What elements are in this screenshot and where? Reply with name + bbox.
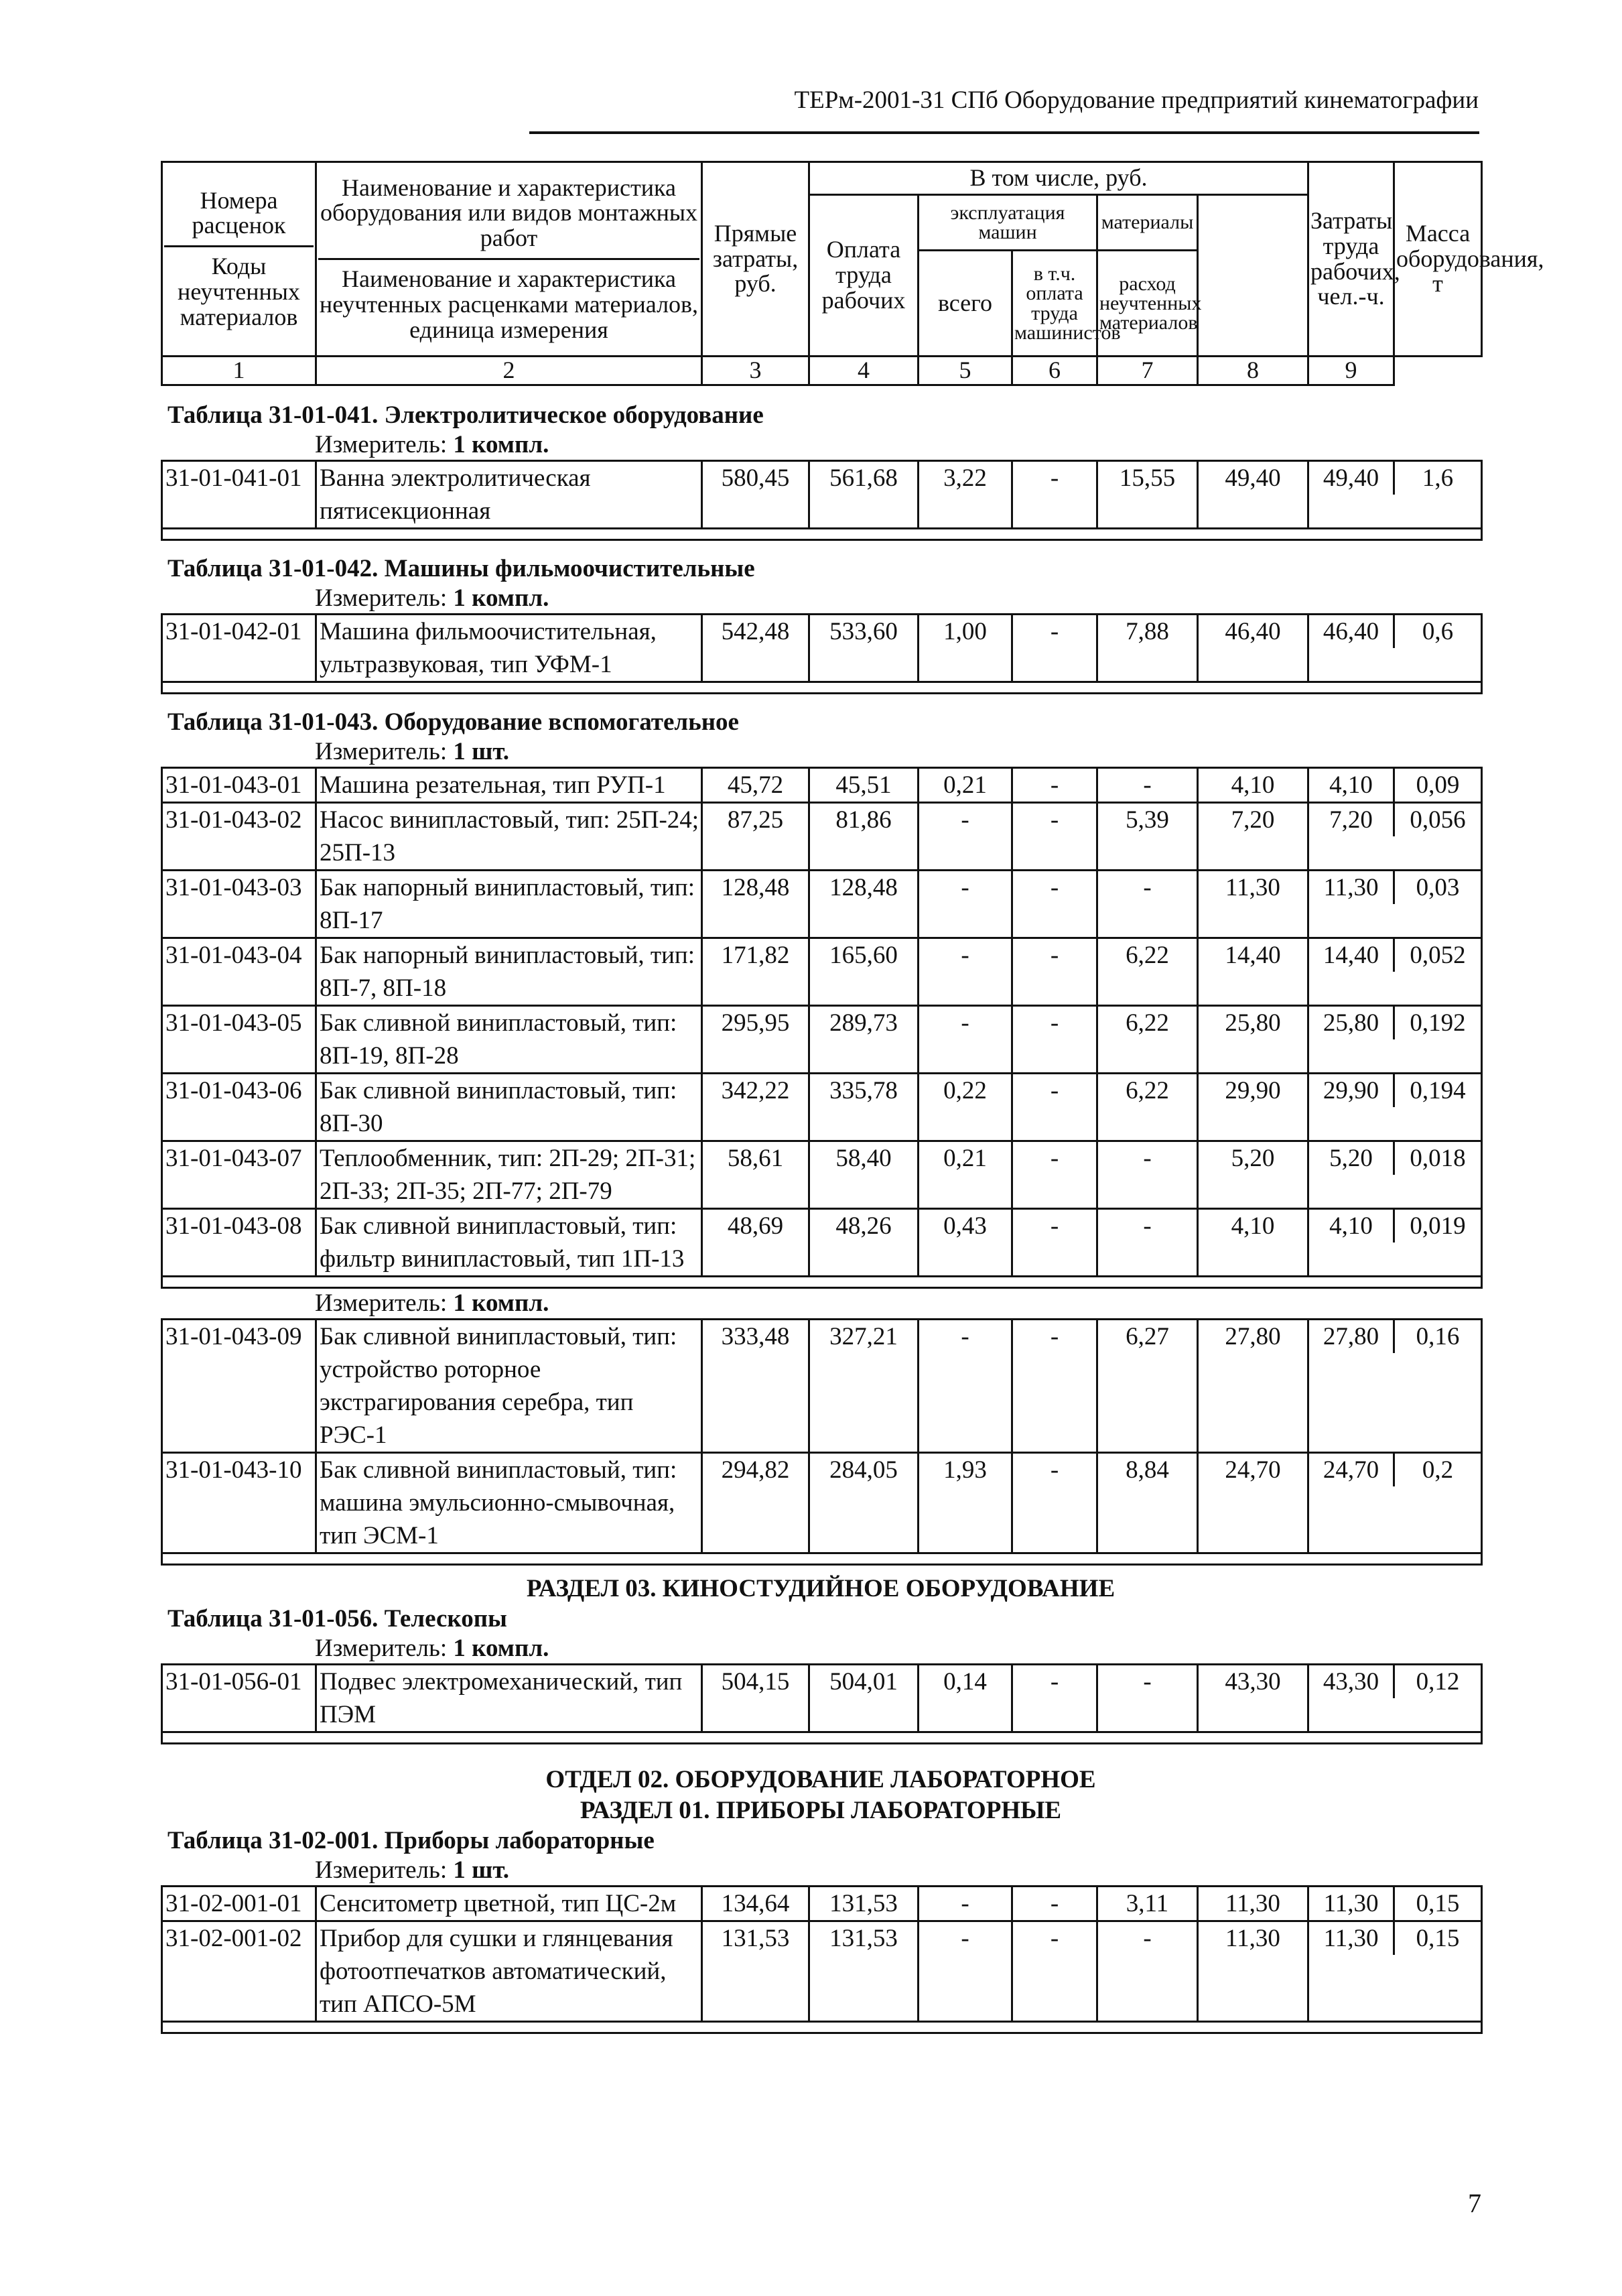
- rate-value: 5,39: [1097, 803, 1198, 871]
- equipment-mass: 0,09: [1416, 771, 1460, 799]
- col-number: 7: [1097, 357, 1198, 385]
- col-2-top: Наименование и характеристика оборудования или видов монтажных работ: [318, 176, 699, 260]
- col-number: 8: [1198, 357, 1308, 385]
- table-caption: Таблица 31-01-041. Электролитическое оборудование: [167, 401, 764, 429]
- equipment-mass: 0,15: [1416, 1890, 1460, 1917]
- labor-hours: 11,30: [1309, 1887, 1395, 1920]
- rate-value: -: [919, 871, 1012, 938]
- measure-label: Измеритель:: [315, 584, 448, 612]
- labor-hours: 27,80: [1309, 1320, 1395, 1353]
- rate-value: -: [1097, 1209, 1198, 1277]
- rate-value: 561,68: [809, 461, 919, 529]
- rate-description: Машина резательная, тип РУП-1: [316, 768, 702, 803]
- rate-value: -: [1097, 871, 1198, 938]
- labor-hours: 43,30: [1309, 1665, 1395, 1698]
- spacer-cell: [162, 682, 1482, 694]
- labor-hours: 46,40: [1309, 615, 1395, 648]
- document-body: [161, 387, 1481, 2034]
- equipment-mass: 0,018: [1410, 1145, 1466, 1172]
- measure-value: 1 компл.: [453, 431, 549, 458]
- labor-mass-pair: [1309, 1922, 1481, 1955]
- table-row-spacer: [162, 1553, 1482, 1565]
- rate-value: [1308, 1209, 1482, 1277]
- rate-value: -: [1097, 1665, 1198, 1732]
- rate-value: 4,10: [1198, 1209, 1308, 1277]
- rate-value: 327,21: [809, 1320, 919, 1453]
- rate-value: 0,21: [919, 768, 1012, 803]
- rate-code: 31-01-043-02: [162, 803, 316, 871]
- labor-mass-pair: [1309, 615, 1481, 648]
- measure-label: Измеритель:: [315, 1289, 448, 1317]
- measure-value: 1 компл.: [453, 1635, 549, 1662]
- rate-value: 7,20: [1198, 803, 1308, 871]
- rate-code: 31-01-043-06: [162, 1074, 316, 1141]
- rate-value: 5,20: [1198, 1141, 1308, 1209]
- col-2-header: [316, 162, 702, 357]
- rate-value: -: [1012, 768, 1097, 803]
- labor-mass-pair: [1309, 804, 1481, 836]
- rate-value: -: [1012, 461, 1097, 529]
- column-header-table: [161, 161, 1544, 386]
- rate-value: 6,27: [1097, 1320, 1198, 1453]
- measure-label: Измеритель:: [315, 738, 448, 765]
- table-row-spacer: [162, 529, 1482, 540]
- rate-description: Бак напорный винипластовый, тип: 8П-7, 8П-18: [316, 938, 702, 1006]
- rate-value: 7,88: [1097, 615, 1198, 682]
- table-row: [162, 1921, 1482, 2022]
- labor-hours: 49,40: [1309, 462, 1395, 495]
- rate-value: [1308, 461, 1482, 529]
- equipment-mass: 0,15: [1416, 1925, 1460, 1952]
- table-row: [162, 1887, 1482, 1921]
- rate-value: 0,14: [919, 1665, 1012, 1732]
- table-row: [162, 615, 1482, 682]
- rate-value: [1308, 1665, 1482, 1732]
- header-rule: [529, 131, 1479, 134]
- rate-value: 1,00: [919, 615, 1012, 682]
- rate-code: 31-01-043-08: [162, 1209, 316, 1277]
- rate-description: Насос винипластовый, тип: 25П-24; 25П-13: [316, 803, 702, 871]
- labor-mass-pair: [1309, 769, 1481, 802]
- rate-value: 504,01: [809, 1665, 919, 1732]
- rate-value: 3,11: [1097, 1887, 1198, 1921]
- measure-value: 1 шт.: [453, 1856, 510, 1884]
- table-row: [162, 1665, 1482, 1732]
- rate-value: 335,78: [809, 1074, 919, 1141]
- measure-line: [161, 430, 1481, 460]
- rate-description: Ванна электролитическая пятисекционная: [316, 461, 702, 529]
- rate-value: -: [919, 803, 1012, 871]
- labor-mass-pair: [1309, 939, 1481, 972]
- rate-value: 43,30: [1198, 1665, 1308, 1732]
- labor-mass-pair: [1309, 1142, 1481, 1175]
- rate-value: -: [1012, 938, 1097, 1006]
- rate-description: Сенситометр цветной, тип ЦС-2м: [316, 1887, 702, 1921]
- spacer-cell: [162, 1553, 1482, 1565]
- equipment-mass: 0,194: [1410, 1077, 1466, 1104]
- measure-value: 1 компл.: [453, 584, 549, 612]
- rate-value: 0,43: [919, 1209, 1012, 1277]
- equipment-mass: 0,2: [1422, 1456, 1454, 1484]
- rate-value: -: [919, 938, 1012, 1006]
- col-1-header: [162, 162, 316, 357]
- machines-header: эксплуатация машин: [919, 195, 1097, 251]
- rate-value: 0,21: [919, 1141, 1012, 1209]
- equipment-mass: 0,192: [1410, 1009, 1466, 1037]
- rate-table: [161, 613, 1483, 694]
- measure-value: 1 компл.: [453, 1289, 549, 1317]
- equipment-mass: 0,052: [1410, 942, 1466, 969]
- rate-code: 31-01-056-01: [162, 1665, 316, 1732]
- rate-value: 24,70: [1198, 1453, 1308, 1553]
- measure-line: [161, 584, 1481, 613]
- col-2-bottom: Наименование и характеристика неучтенных расценками материалов, единица измерения: [319, 265, 699, 343]
- rate-value: [1308, 1074, 1482, 1141]
- rate-value: -: [1012, 1453, 1097, 1553]
- table-row: [162, 1074, 1482, 1141]
- measure-line: [161, 1856, 1481, 1885]
- rate-description: Бак сливной винипластовый, тип: машина эмульсионно-смывочная, тип ЭСМ-1: [316, 1453, 702, 1553]
- rate-value: 131,53: [702, 1921, 809, 2022]
- rate-code: 31-02-001-02: [162, 1921, 316, 2022]
- equipment-mass: 0,056: [1410, 806, 1466, 834]
- col-9-header: Масса оборудования, т: [1394, 162, 1482, 357]
- section-heading: РАЗДЕЛ 03. КИНОСТУДИЙНОЕ ОБОРУДОВАНИЕ: [526, 1575, 1116, 1602]
- rate-value: 15,55: [1097, 461, 1198, 529]
- col-number: 2: [316, 357, 702, 385]
- rate-value: 81,86: [809, 803, 919, 871]
- rate-value: [1308, 1921, 1482, 2022]
- rate-value: 131,53: [809, 1921, 919, 2022]
- rate-value: 25,80: [1198, 1006, 1308, 1074]
- col-number: 9: [1308, 357, 1394, 385]
- rate-value: 11,30: [1198, 1887, 1308, 1921]
- labor-hours: 11,30: [1309, 871, 1395, 904]
- rate-value: -: [919, 1006, 1012, 1074]
- labor-mass-pair: [1309, 1454, 1481, 1486]
- col-6-header: в т.ч. оплата труда машинистов: [1012, 251, 1097, 357]
- rate-value: [1308, 615, 1482, 682]
- rate-value: 49,40: [1198, 461, 1308, 529]
- rate-value: 6,22: [1097, 1074, 1198, 1141]
- spacer-cell: [162, 529, 1482, 540]
- table-caption: Таблица 31-02-001. Приборы лабораторные: [167, 1827, 655, 1854]
- rate-value: 295,95: [702, 1006, 809, 1074]
- rate-value: 11,30: [1198, 1921, 1308, 2022]
- measure-line: [161, 1634, 1481, 1663]
- labor-mass-pair: [1309, 1887, 1481, 1920]
- rate-value: -: [1012, 1665, 1097, 1732]
- rate-value: 4,10: [1198, 768, 1308, 803]
- col-number: 6: [1012, 357, 1097, 385]
- rate-value: 27,80: [1198, 1320, 1308, 1453]
- rate-code: 31-01-043-04: [162, 938, 316, 1006]
- spacer-cell: [162, 1277, 1482, 1288]
- table-row: [162, 1006, 1482, 1074]
- table-row-spacer: [162, 1732, 1482, 1744]
- rate-description: Подвес электромеханический, тип ПЭМ: [316, 1665, 702, 1732]
- rate-code: 31-01-043-07: [162, 1141, 316, 1209]
- rate-value: -: [1097, 1921, 1198, 2022]
- table-caption: Таблица 31-01-043. Оборудование вспомогательное: [167, 708, 739, 736]
- rate-value: -: [1012, 615, 1097, 682]
- rate-value: 45,72: [702, 768, 809, 803]
- labor-mass-pair: [1309, 1210, 1481, 1242]
- rate-value: -: [1097, 1141, 1198, 1209]
- rate-value: 45,51: [809, 768, 919, 803]
- rate-table: [161, 767, 1483, 1289]
- rate-table: [161, 1885, 1483, 2034]
- measure-label: Измеритель:: [315, 1856, 448, 1884]
- rate-value: 48,69: [702, 1209, 809, 1277]
- rate-description: Бак сливной винипластовый, тип: 8П-19, 8П-28: [316, 1006, 702, 1074]
- col-8-header: Затраты труда рабочих, чел.-ч.: [1308, 162, 1394, 357]
- rate-value: [1308, 871, 1482, 938]
- rate-value: [1308, 1141, 1482, 1209]
- rate-code: 31-01-043-10: [162, 1453, 316, 1553]
- rate-table: [161, 1318, 1483, 1566]
- rate-table: [161, 1663, 1483, 1744]
- rate-value: 342,22: [702, 1074, 809, 1141]
- rate-code: 31-01-041-01: [162, 461, 316, 529]
- page-number: 7: [1468, 2188, 1481, 2218]
- rate-value: 171,82: [702, 938, 809, 1006]
- table-row: [162, 803, 1482, 871]
- rate-value: -: [1012, 803, 1097, 871]
- labor-hours: 7,20: [1309, 804, 1395, 836]
- rate-value: -: [1097, 768, 1198, 803]
- rate-code: 31-01-042-01: [162, 615, 316, 682]
- table-row: [162, 871, 1482, 938]
- labor-hours: 4,10: [1309, 769, 1395, 802]
- rate-value: 8,84: [1097, 1453, 1198, 1553]
- equipment-mass: 1,6: [1422, 464, 1454, 492]
- rate-value: 165,60: [809, 938, 919, 1006]
- table-row-spacer: [162, 682, 1482, 694]
- rate-value: -: [1012, 1887, 1097, 1921]
- rate-value: -: [1012, 1006, 1097, 1074]
- rate-code: 31-01-043-05: [162, 1006, 316, 1074]
- rate-description: Бак напорный винипластовый, тип: 8П-17: [316, 871, 702, 938]
- rate-value: 333,48: [702, 1320, 809, 1453]
- rate-value: 6,22: [1097, 1006, 1198, 1074]
- col-4-header: Оплата труда рабочих: [809, 195, 919, 357]
- col-number: 5: [919, 357, 1012, 385]
- including-header: В том числе, руб.: [809, 162, 1308, 195]
- table-row: [162, 1320, 1482, 1453]
- rate-value: 294,82: [702, 1453, 809, 1553]
- rate-description: Прибор для сушки и глянцевания фотоотпечатков автоматический, тип АПСО-5М: [316, 1921, 702, 2022]
- rate-value: -: [1012, 1074, 1097, 1141]
- table-row: [162, 1141, 1482, 1209]
- rate-value: 134,64: [702, 1887, 809, 1921]
- rate-code: 31-02-001-01: [162, 1887, 316, 1921]
- section-heading: РАЗДЕЛ 01. ПРИБОРЫ ЛАБОРАТОРНЫЕ: [580, 1797, 1062, 1824]
- rate-value: 542,48: [702, 615, 809, 682]
- col-number: 4: [809, 357, 919, 385]
- labor-hours: 29,90: [1309, 1074, 1395, 1107]
- rate-value: 11,30: [1198, 871, 1308, 938]
- rate-value: [1308, 1320, 1482, 1453]
- rate-value: -: [919, 1320, 1012, 1453]
- measure-line: [161, 737, 1481, 767]
- rate-value: 128,48: [809, 871, 919, 938]
- rate-value: 128,48: [702, 871, 809, 938]
- table-row-spacer: [162, 1277, 1482, 1288]
- rate-value: 29,90: [1198, 1074, 1308, 1141]
- labor-mass-pair: [1309, 1665, 1481, 1698]
- labor-mass-pair: [1309, 1074, 1481, 1107]
- rate-value: 504,15: [702, 1665, 809, 1732]
- labor-mass-pair: [1309, 1007, 1481, 1039]
- running-title: ТЕРм-2001-31 СПб Оборудование предприятий кинематографии: [794, 86, 1479, 114]
- equipment-mass: 0,6: [1422, 618, 1454, 645]
- rate-value: -: [1012, 871, 1097, 938]
- table-row: [162, 1453, 1482, 1553]
- measure-label: Измеритель:: [315, 431, 448, 458]
- equipment-mass: 0,019: [1410, 1212, 1466, 1240]
- rate-value: -: [1012, 1209, 1097, 1277]
- table-caption: Таблица 31-01-056. Телескопы: [167, 1605, 507, 1633]
- rate-value: 58,61: [702, 1141, 809, 1209]
- rate-value: -: [1012, 1320, 1097, 1453]
- rate-value: 580,45: [702, 461, 809, 529]
- table-row: [162, 768, 1482, 803]
- rate-value: 0,22: [919, 1074, 1012, 1141]
- labor-mass-pair: [1309, 1320, 1481, 1353]
- equipment-mass: 0,16: [1416, 1323, 1460, 1350]
- rate-code: 31-01-043-09: [162, 1320, 316, 1453]
- col-7-header: расход неучтенных материалов: [1097, 251, 1198, 357]
- rate-value: -: [1012, 1141, 1097, 1209]
- labor-hours: 4,10: [1309, 1210, 1395, 1242]
- col-1-top: Номера расценок: [164, 188, 314, 248]
- rate-value: [1308, 1453, 1482, 1553]
- rate-value: 3,22: [919, 461, 1012, 529]
- col-1-bottom: Коды неучтенных материалов: [178, 253, 300, 330]
- rate-value: [1308, 1887, 1482, 1921]
- labor-hours: 24,70: [1309, 1454, 1395, 1486]
- rate-value: 87,25: [702, 803, 809, 871]
- spacer-cell: [162, 1732, 1482, 1744]
- col-5-header: всего: [919, 251, 1012, 357]
- department-heading: ОТДЕЛ 02. ОБОРУДОВАНИЕ ЛАБОРАТОРНОЕ: [545, 1766, 1096, 1793]
- rate-table: [161, 460, 1483, 541]
- col-3-header: Прямые затраты, руб.: [702, 162, 809, 357]
- equipment-mass: 0,12: [1416, 1668, 1460, 1696]
- rate-value: 58,40: [809, 1141, 919, 1209]
- materials-header: материалы: [1097, 195, 1198, 251]
- rate-code: 31-01-043-01: [162, 768, 316, 803]
- rate-value: [1308, 803, 1482, 871]
- equipment-mass: 0,03: [1416, 874, 1460, 901]
- rate-value: -: [919, 1921, 1012, 2022]
- rate-value: [1308, 938, 1482, 1006]
- rate-value: -: [1012, 1921, 1097, 2022]
- spacer-cell: [162, 2022, 1482, 2033]
- rate-value: 6,22: [1097, 938, 1198, 1006]
- table-row-spacer: [162, 2022, 1482, 2033]
- rate-value: 14,40: [1198, 938, 1308, 1006]
- measure-value: 1 шт.: [453, 738, 510, 765]
- col-number: 3: [702, 357, 809, 385]
- measure-line: [161, 1289, 1481, 1318]
- rate-value: [1308, 1006, 1482, 1074]
- rate-description: Бак сливной винипластовый, тип: фильтр винипластовый, тип 1П-13: [316, 1209, 702, 1277]
- rate-value: 48,26: [809, 1209, 919, 1277]
- rate-value: 46,40: [1198, 615, 1308, 682]
- labor-hours: 5,20: [1309, 1142, 1395, 1175]
- rate-description: Теплообменник, тип: 2П-29; 2П-31; 2П-33; 2П-35; 2П-77; 2П-79: [316, 1141, 702, 1209]
- rate-value: 533,60: [809, 615, 919, 682]
- rate-description: Бак сливной винипластовый, тип: 8П-30: [316, 1074, 702, 1141]
- measure-label: Измеритель:: [315, 1635, 448, 1662]
- rate-value: 131,53: [809, 1887, 919, 1921]
- col-number: 1: [162, 357, 316, 385]
- rate-description: Бак сливной винипластовый, тип: устройство роторное экстрагирования серебра, тип РЭС-1: [316, 1320, 702, 1453]
- labor-mass-pair: [1309, 871, 1481, 904]
- rate-value: -: [919, 1887, 1012, 1921]
- labor-hours: 11,30: [1309, 1922, 1395, 1955]
- rate-description: Машина фильмоочистительная, ультразвуковая, тип УФМ-1: [316, 615, 702, 682]
- labor-hours: 25,80: [1309, 1007, 1395, 1039]
- rate-value: [1308, 768, 1482, 803]
- table-row: [162, 461, 1482, 529]
- rate-value: 289,73: [809, 1006, 919, 1074]
- rate-value: 284,05: [809, 1453, 919, 1553]
- labor-hours: 14,40: [1309, 939, 1395, 972]
- labor-mass-pair: [1309, 462, 1481, 495]
- rate-code: 31-01-043-03: [162, 871, 316, 938]
- table-caption: Таблица 31-01-042. Машины фильмоочистительные: [167, 555, 755, 582]
- rate-value: 1,93: [919, 1453, 1012, 1553]
- table-row: [162, 1209, 1482, 1277]
- table-row: [162, 938, 1482, 1006]
